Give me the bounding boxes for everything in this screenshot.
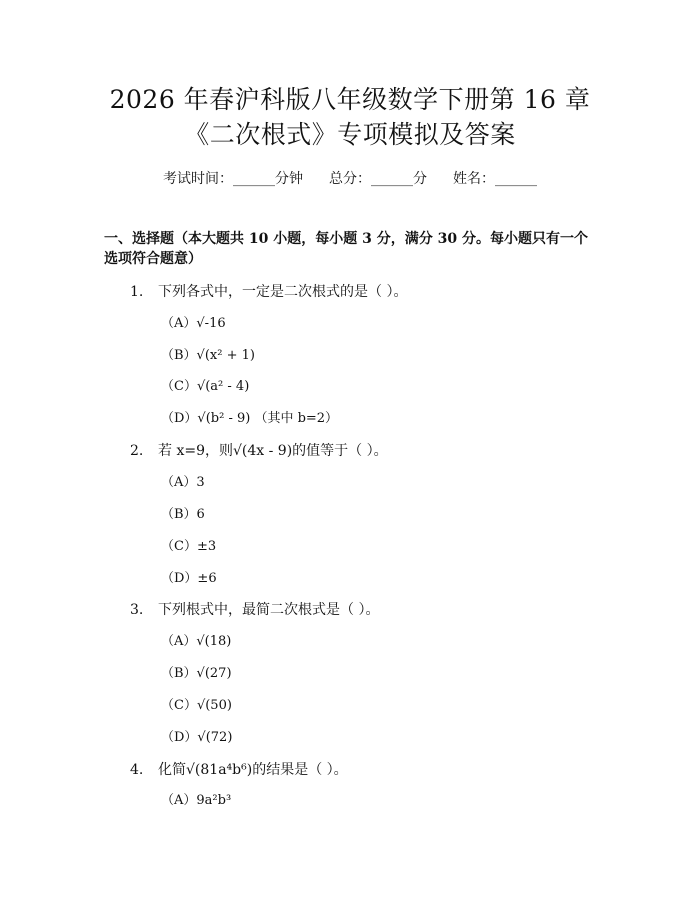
question-1: [130, 283, 407, 301]
exam-info-line: [0, 170, 700, 188]
exam-time-field: 考试时间：______分钟: [163, 171, 303, 187]
option-2a: （A）3: [161, 475, 205, 490]
option-3c: （C）√(50): [161, 698, 232, 713]
question-number: 4.: [130, 762, 144, 778]
option-3a: （A）√(18): [161, 634, 232, 649]
option-3d: （D）√(72): [161, 730, 233, 745]
option-2d: （D）±6: [161, 571, 217, 586]
question-number: 1.: [130, 284, 144, 300]
question-stem: 下列根式中，最简二次根式是（ ）。: [158, 602, 380, 618]
question-3: [130, 601, 379, 619]
question-number: 2.: [130, 443, 144, 459]
option-2c: （C）±3: [161, 539, 217, 554]
total-score-field: 总分：______分: [329, 171, 427, 187]
student-name-field: 姓名：______: [453, 171, 537, 187]
option-1a: （A）√-16: [161, 316, 226, 331]
question-stem: 下列各式中，一定是二次根式的是（ ）。: [158, 284, 408, 300]
option-1c: （C）√(a² - 4): [161, 379, 250, 394]
section-heading: 一、选择题（本大题共 10 小题，每小题 3 分，满分 30 分。每小题只有一个选项符合题意）: [104, 231, 588, 267]
option-1b: （B）√(x² + 1): [161, 348, 255, 363]
question-2: [130, 442, 388, 460]
document-title-line-1: 2026 年春沪科版八年级数学下册第 16 章: [109, 85, 591, 114]
question-4: [130, 761, 348, 779]
question-stem: 若 x=9，则√(4x - 9)的值等于（ ）。: [158, 443, 388, 459]
option-1d: （D）√(b² - 9) （其中 b=2）: [161, 411, 339, 426]
question-number: 3.: [130, 602, 144, 618]
question-stem: 化简√(81a⁴b⁶)的结果是（ ）。: [158, 762, 348, 778]
option-3b: （B）√(27): [161, 666, 232, 681]
option-4a: （A）9a²b³: [161, 793, 232, 808]
option-2b: （B）6: [161, 507, 205, 522]
document-title-line-2: 《二次根式》专项模拟及答案: [184, 120, 516, 149]
